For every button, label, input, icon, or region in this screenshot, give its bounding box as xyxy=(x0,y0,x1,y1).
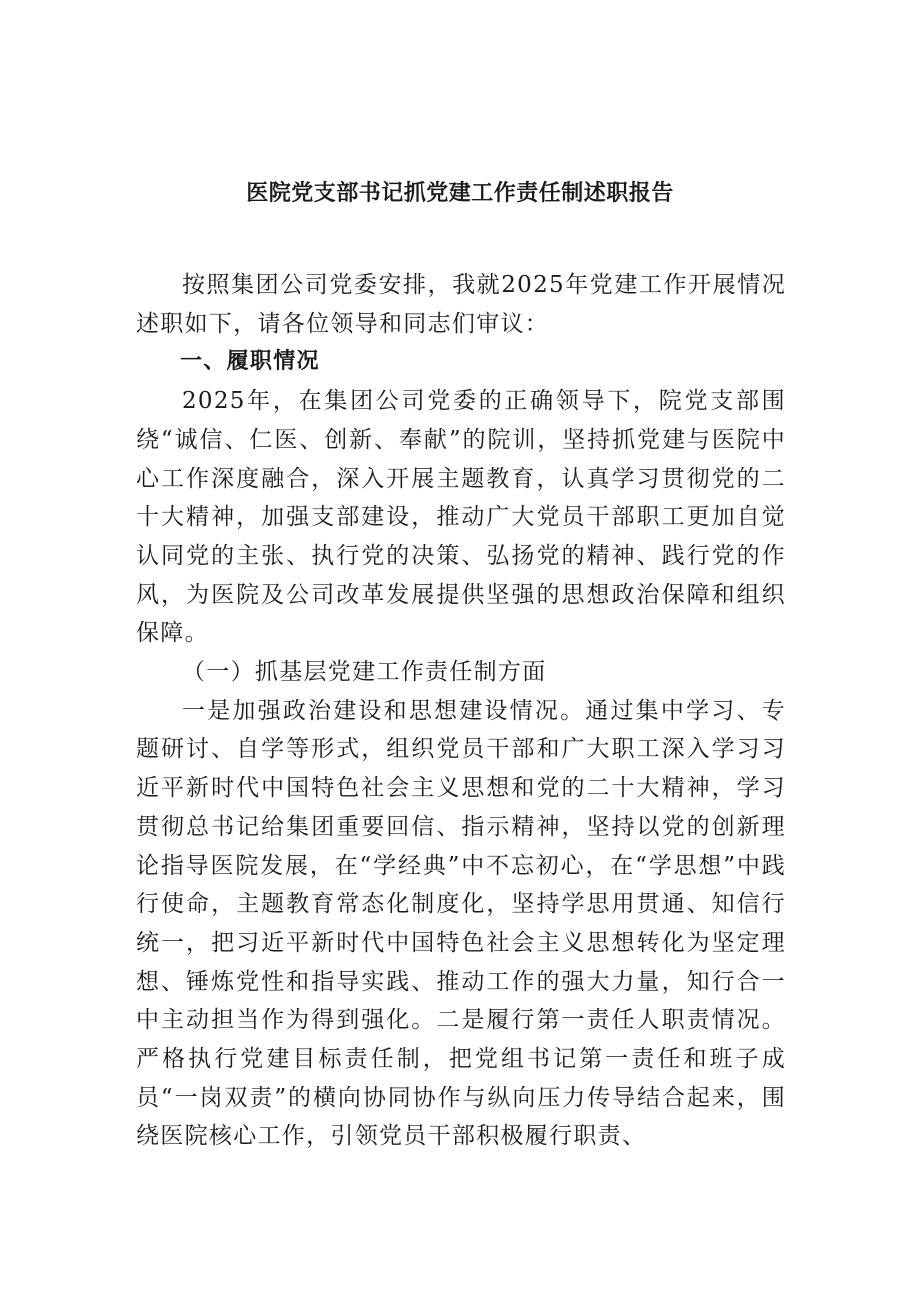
subsection-paragraph: 一是加强政治建设和思想建设情况。通过集中学习、专题研讨、自学等形式，组织党员干部和广大职工深入学习习近平新时代中国特色社会主义思想和党的二十大精神，学习贯彻总书记给集团重要回信、指示精神，坚持以党的创新理论指导医院发展，在“学经典”中不忘初心，在“学思想”中践行使命，主题教育常态化制度化，坚持学思用贯通、知信行统一，把习近平新时代中国特色社会主义思想转化为坚定理想、锤炼党性和指导实践、推动工作的强大力量，知行合一中主动担当作为得到强化。二是履行第一责任人职责情况。严格执行党建目标责任制，把党组书记第一责任和班子成员“一岗双责”的横向协同协作与纵向压力传导结合起来，围绕医院核心工作，引领党员干部积极履行职责、 xyxy=(136,697,786,1150)
section-heading-performance: 一、履职情况 xyxy=(180,349,320,375)
intro-paragraph: 按照集团公司党委安排，我就2025年党建工作开展情况述职如下，请各位领导和同志们审议： xyxy=(136,272,786,337)
subsection-heading: （一）抓基层党建工作责任制方面 xyxy=(182,659,547,686)
document-body xyxy=(136,266,786,1156)
section-paragraph: 2025年，在集团公司党委的正确领导下，院党支部围绕“诚信、仁医、创新、奉献”的院训，坚持抓党建与医院中心工作深度融合，深入开展主题教育，认真学习贯彻党的二十大精神，加强支部建设，推动广大党员干部职工更加自觉认同党的主张、执行党的决策、弘扬党的精神、践行党的作风，为医院及公司改革发展提供坚强的思想政治保障和组织保障。 xyxy=(136,388,786,647)
document-title: 医院党支部书记抓党建工作责任制述职报告 xyxy=(246,181,674,206)
